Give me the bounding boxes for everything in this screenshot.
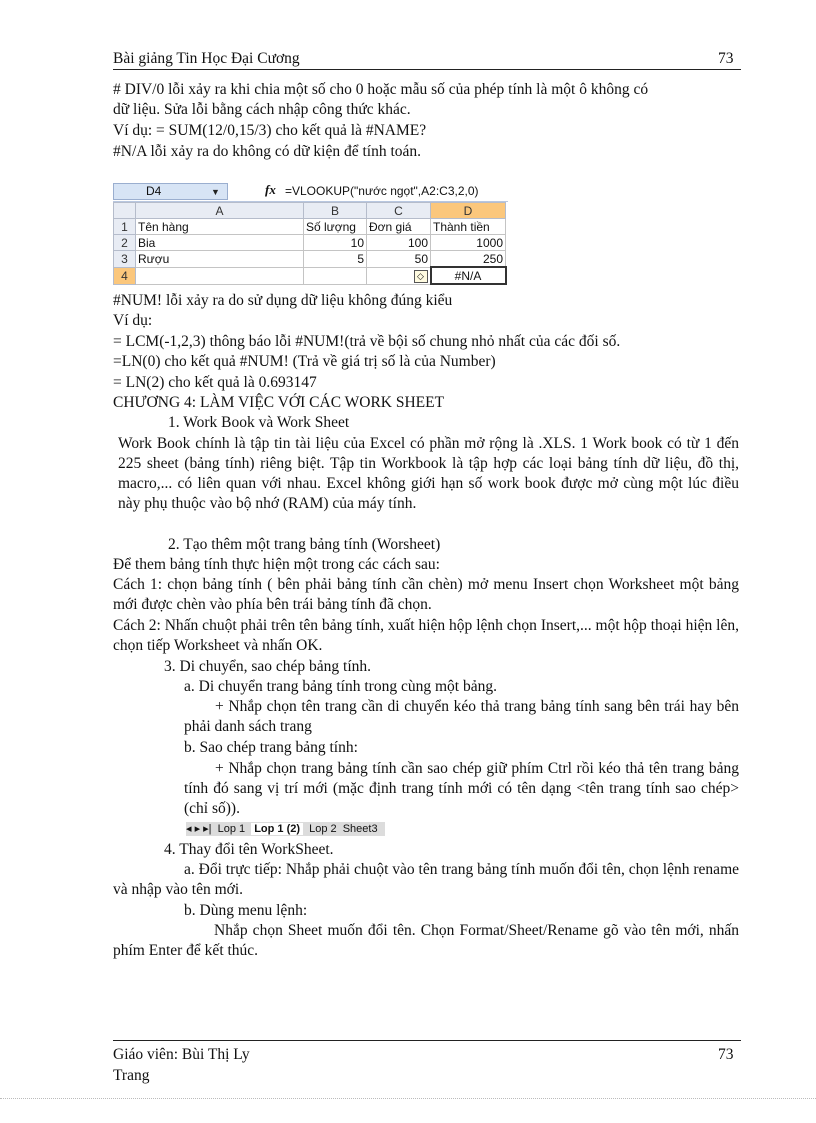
cell[interactable]: 100 [367,235,431,251]
column-header[interactable]: D [431,203,506,219]
cell[interactable]: 50 [367,251,431,268]
cell[interactable]: 10 [304,235,367,251]
page-bottom-divider [0,1098,816,1099]
cell[interactable]: Rượu [136,251,304,268]
section-3a-heading: a. Di chuyển trang bảng tính trong cùng một bảng. [184,678,497,695]
dropdown-arrow-icon[interactable]: ▼ [211,187,220,197]
table-row [114,219,506,235]
header-page-number: 73 [718,50,734,67]
row-header[interactable]: 1 [114,219,136,235]
cell[interactable]: Thành tiền [431,219,506,235]
cell[interactable]: Số lượng [304,219,367,235]
sheet-tab-bar [186,822,385,836]
table-row [114,251,506,268]
section-2-intro: Để them bảng tính thực hiện một trong các cách sau: [113,556,440,573]
section-3-heading: 3. Di chuyển, sao chép bảng tính. [164,658,372,675]
formula-text[interactable]: =VLOOKUP("nước ngọt",A2:C3,2,0) [285,184,479,198]
column-header[interactable]: B [304,203,367,219]
tab-scroll-arrows-icon[interactable]: ◂ ▸ ▸| [186,823,212,835]
section-4b-heading: b. Dùng menu lệnh: [184,902,308,919]
chapter-heading: CHƯƠNG 4: LÀM VIỆC VỚI CÁC WORK SHEET [113,394,445,411]
cell[interactable]: 5 [304,251,367,268]
cell[interactable]: Đơn giá [367,219,431,235]
example-line-3: = LN(2) cho kết quả là 0.693147 [113,374,317,391]
column-header-row [114,203,506,219]
cell[interactable] [367,267,431,284]
name-box-value: D4 [146,184,162,198]
cell[interactable] [304,267,367,284]
active-cell[interactable]: #N/A [431,267,506,284]
table-row [114,267,506,284]
section-1-paragraph: Work Book chính là tập tin tài liệu của Excel có phần mở rộng là .XLS. 1 Work book có từ 1 đến 225 sheet (bảng tính) riêng biệt. Tập tin Workbook là tập hợp các loại bảng tính dữ liệu, đồ thị, macro,... có liên quan với nhau. Excel không giới hạn số work book được mở cùng một lúc điều này phụ thuộc vào bộ nhớ (RAM) của máy tính. [118,435,739,512]
section-2-method-2: Cách 2: Nhấn chuột phải trên tên bảng tính, xuất hiện hộp lệnh chọn Insert,... một hộp thoại hiện lên, chọn tiếp Worksheet và nhấn OK. [113,617,739,654]
name-box[interactable] [113,183,228,200]
cell[interactable] [136,267,304,284]
footer-teacher: Giáo viên: Bùi Thị Ly [113,1046,250,1063]
num-error-line: #NUM! lỗi xảy ra do sử dụng dữ liệu không đúng kiểu [113,292,453,309]
column-header[interactable]: A [136,203,304,219]
intro-line-1: # DIV/0 lỗi xảy ra khi chia một số cho 0 hoặc mẫu số của phép tính là một ô không có [113,81,649,98]
intro-line-4: #N/A lỗi xảy ra do không có dữ kiện để tính toán. [113,143,422,160]
sheet-tab-active[interactable]: Lop 1 (2) [251,823,303,835]
section-3b-text: + Nhắp chọn trang bảng tính cần sao chép giữ phím Ctrl rồi kéo thả tên trang bảng tính đó sang vị trí mới (mặc định trang tính mới có tên dạng <tên trang tính sao chép> (chỉ số)). [184,760,739,817]
sheet-tab[interactable]: Lop 1 [217,823,246,835]
row-header[interactable]: 3 [114,251,136,268]
footer-trang: Trang [113,1067,150,1084]
section-3a-text: + Nhắp chọn tên trang cần di chuyển kéo thả trang bảng tính sang bên trái hay bên phải danh sách trang [184,698,739,735]
section-2-heading: 2. Tạo thêm một trang bảng tính (Worsheet) [168,536,441,553]
sheet-tab[interactable]: Sheet3 [342,823,378,835]
column-header[interactable]: C [367,203,431,219]
spreadsheet-grid [113,202,507,285]
select-all-corner[interactable] [114,203,136,219]
function-icon[interactable]: fx [265,182,276,197]
example-line-1: = LCM(-1,2,3) thông báo lỗi #NUM!(trả về bội số chung nhỏ nhất của các đối số. [113,333,621,350]
sheet-tab[interactable]: Lop 2 [309,823,337,835]
section-2-method-1: Cách 1: chọn bảng tính ( bên phải bảng tính cần chèn) mở menu Insert chọn Worksheet một bảng mới được chèn vào phía bên trái bảng tính đã chọn. [113,576,739,613]
example-line-2: =LN(0) cho kết quả #NUM! (Trả về giá trị số là của Number) [113,353,496,370]
error-warning-icon[interactable]: ◇ [414,270,428,283]
section-3b-heading: b. Sao chép trang bảng tính: [184,739,358,756]
cell[interactable]: 1000 [431,235,506,251]
example-label: Ví dụ: [113,312,153,329]
cell[interactable]: 250 [431,251,506,268]
section-4-heading: 4. Thay đổi tên WorkSheet. [164,841,334,858]
header-rule [113,69,741,70]
section-1-heading: 1. Work Book và Work Sheet [168,414,350,431]
footer-rule [113,1040,741,1041]
row-header[interactable]: 2 [114,235,136,251]
intro-line-3: Ví dụ: = SUM(12/0,15/3) cho kết quả là #NAME? [113,122,427,139]
cell[interactable]: Tên hàng [136,219,304,235]
section-4b-text: Nhắp chọn Sheet muốn đổi tên. Chọn Format/Sheet/Rename gõ vào tên mới, nhấn phím Enter để kết thúc. [113,922,739,959]
excel-screenshot [113,183,508,289]
cell[interactable]: Bia [136,235,304,251]
footer-page-number: 73 [718,1046,734,1063]
section-4a-text: a. Đổi trực tiếp: Nhắp phải chuột vào tên trang bảng tính muốn đổi tên, chọn lệnh rename và nhập vào tên mới. [113,861,739,898]
row-header[interactable]: 4 [114,267,136,284]
intro-line-2: dữ liệu. Sửa lỗi bằng cách nhập công thức khác. [113,101,411,118]
header-title: Bài giảng Tin Học Đại Cương [113,50,300,67]
table-row [114,235,506,251]
formula-bar [113,183,508,202]
